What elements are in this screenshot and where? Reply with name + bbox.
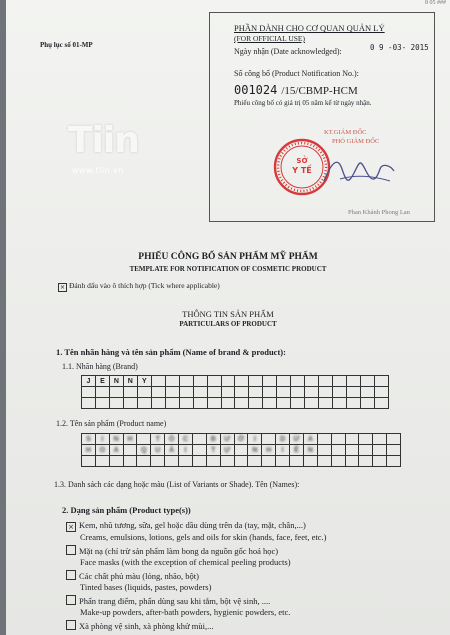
product-type-checkbox[interactable] (66, 545, 76, 555)
notification-number-label: Số công bố (Product Notification No.): (234, 69, 359, 78)
grid-cell[interactable] (137, 456, 151, 467)
grid-cell[interactable] (138, 398, 152, 409)
grid-cell[interactable]: H (82, 445, 96, 456)
grid-cell[interactable] (166, 387, 180, 398)
grid-cell[interactable] (361, 398, 375, 409)
form-title: PHIẾU CÔNG BỐ SẢN PHẨM MỸ PHẨM (138, 252, 318, 262)
corner-page-number: 8 05 ### (425, 0, 446, 6)
tick-note (58, 281, 220, 292)
grid-cell[interactable]: Ả (165, 445, 179, 456)
grid-cell[interactable] (318, 456, 332, 467)
grid-cell[interactable]: Ừ (290, 434, 304, 445)
grid-cell[interactable] (387, 445, 401, 456)
grid-cell[interactable] (138, 387, 152, 398)
grid-cell[interactable] (319, 376, 333, 387)
form-subtitle: TEMPLATE FOR NOTIFICATION OF COSMETIC PRODUCT (129, 265, 327, 273)
question-product-name: 1.2. Tên sản phẩm (Product name) (56, 419, 167, 428)
grid-cell[interactable] (193, 445, 207, 456)
official-box-subtitle: (FOR OFFICIAL USE) (234, 34, 305, 43)
product-type-checkbox[interactable]: × (66, 522, 76, 532)
signature-icon (320, 151, 398, 191)
grid-cell[interactable]: Ở (235, 434, 249, 445)
date-acknowledged-label: Ngày nhận (Date acknowledged): (234, 47, 342, 56)
grid-cell[interactable] (208, 387, 222, 398)
validity-note: Phiếu công bố có giá trị 05 năm kể từ ngày nhận. (234, 99, 372, 107)
grid-cell[interactable] (333, 376, 347, 387)
grid-cell[interactable] (180, 376, 194, 387)
grid-cell[interactable] (180, 387, 194, 398)
grid-cell[interactable] (124, 445, 138, 456)
grid-cell[interactable]: T (151, 434, 165, 445)
grid-cell[interactable]: I (276, 445, 290, 456)
grid-cell[interactable] (235, 398, 249, 409)
grid-cell[interactable] (319, 398, 333, 409)
grid-cell[interactable] (193, 434, 207, 445)
grid-cell[interactable] (361, 376, 375, 387)
grid-cell[interactable] (166, 398, 180, 409)
grid-cell[interactable]: U (151, 445, 165, 456)
grid-cell[interactable] (318, 434, 332, 445)
grid-cell[interactable] (82, 398, 96, 409)
grid-cell[interactable] (305, 398, 319, 409)
grid-cell[interactable] (152, 387, 166, 398)
grid-cell[interactable] (346, 445, 360, 456)
grid-cell[interactable] (249, 376, 263, 387)
grid-cell[interactable] (235, 456, 249, 467)
grid-cell[interactable] (137, 434, 151, 445)
grid-cell[interactable] (263, 387, 277, 398)
watermark-logo: Tiin (68, 120, 139, 161)
grid-cell[interactable] (332, 456, 346, 467)
grid-cell[interactable] (262, 434, 276, 445)
grid-cell[interactable] (373, 445, 387, 456)
grid-cell[interactable] (305, 376, 319, 387)
product-type-option[interactable] (66, 520, 306, 532)
brand-grid[interactable] (81, 375, 389, 409)
grid-cell[interactable] (152, 376, 166, 387)
grid-cell[interactable] (124, 456, 138, 467)
deputy-director-title: PHÓ GIÁM ĐỐC (332, 138, 380, 145)
grid-cell[interactable] (165, 456, 179, 467)
product-type-vn: Kem, nhũ tương, sữa, gel hoặc dầu dùng trên da (tay, mặt, chân,...) (79, 520, 306, 530)
product-type-option[interactable] (66, 595, 270, 606)
official-box-title: PHẦN DÀNH CHO CƠ QUAN QUẢN LÝ (234, 23, 385, 33)
form-page (6, 0, 450, 635)
grid-cell[interactable] (194, 387, 208, 398)
grid-cell[interactable] (277, 387, 291, 398)
grid-cell[interactable] (207, 456, 221, 467)
seal-top-text: SỞ (296, 157, 308, 165)
grid-cell[interactable] (194, 376, 208, 387)
grid-cell[interactable] (96, 387, 110, 398)
grid-cell[interactable] (152, 398, 166, 409)
grid-cell[interactable] (248, 456, 262, 467)
grid-cell[interactable]: Q (137, 445, 151, 456)
grid-cell[interactable] (319, 387, 333, 398)
grid-cell[interactable] (375, 398, 389, 409)
grid-cell[interactable] (263, 376, 277, 387)
product-type-checkbox[interactable] (66, 595, 76, 605)
grid-cell[interactable]: Ó (165, 434, 179, 445)
grid-cell[interactable]: D (276, 434, 290, 445)
appendix-label: Phụ lục số 01-MP (40, 41, 93, 49)
section-title: THÔNG TIN SẢN PHẨM (182, 309, 274, 319)
grid-cell[interactable]: N (110, 376, 124, 387)
approval-stamp (270, 121, 430, 221)
product-type-vn: Các chất phủ màu (lỏng, nhão, bột) (79, 571, 199, 581)
product-type-checkbox[interactable] (66, 570, 76, 580)
notification-number (234, 81, 358, 99)
grid-cell[interactable] (263, 398, 277, 409)
grid-cell[interactable]: E (96, 376, 110, 387)
grid-cell[interactable] (347, 398, 361, 409)
grid-cell[interactable]: H (262, 445, 276, 456)
grid-cell[interactable] (96, 456, 110, 467)
grid-cell[interactable] (361, 387, 375, 398)
director-title: KT.GIÁM ĐỐC (324, 129, 367, 136)
grid-cell[interactable] (249, 398, 263, 409)
grid-cell[interactable] (194, 398, 208, 409)
grid-cell[interactable] (387, 434, 401, 445)
product-type-en: Tinted bases (liquids, pastes, powders) (80, 582, 212, 592)
grid-cell[interactable] (110, 398, 124, 409)
grid-cell[interactable] (304, 456, 318, 467)
watermark-url: www.tiin.vn (72, 166, 124, 175)
grid-cell[interactable] (373, 456, 387, 467)
grid-cell[interactable] (375, 376, 389, 387)
grid-cell[interactable] (179, 456, 193, 467)
grid-cell[interactable]: N (304, 445, 318, 456)
grid-cell[interactable] (235, 376, 249, 387)
grid-cell[interactable] (347, 387, 361, 398)
grid-cell[interactable] (82, 456, 96, 467)
notification-number-digits: 001024 (234, 83, 278, 97)
grid-cell[interactable] (124, 398, 138, 409)
signer-name: Phan Khánh Phong Lan (348, 209, 410, 216)
product-name-grid[interactable] (81, 433, 401, 467)
tiin-watermark (68, 120, 188, 184)
question-brand: 1.1. Nhãn hàng (Brand) (62, 362, 138, 371)
grid-cell[interactable] (291, 387, 305, 398)
grid-cell[interactable]: Ê (290, 445, 304, 456)
grid-cell[interactable] (151, 456, 165, 467)
grid-cell[interactable]: I (179, 445, 193, 456)
grid-cell[interactable]: J (82, 376, 96, 387)
product-type-vn: Xà phòng vệ sinh, xà phòng khử mùi,... (79, 621, 214, 631)
notification-number-suffix: /15/CBMP-HCM (281, 85, 358, 97)
grid-cell[interactable] (359, 456, 373, 467)
question-brand-product: 1. Tên nhãn hàng và tên sản phẩm (Name of brand & product): (56, 347, 286, 357)
tick-note-text: Đánh dấu vào ô thích hợp (Tick where applicable) (69, 281, 220, 290)
grid-cell[interactable]: N (124, 376, 138, 387)
grid-cell[interactable]: I (96, 434, 110, 445)
grid-cell[interactable] (276, 456, 290, 467)
product-type-vn: Mặt nạ (chỉ trừ sản phẩm làm bong da nguồn gốc hoá học) (79, 546, 279, 556)
grid-cell[interactable] (208, 376, 222, 387)
product-type-checkbox[interactable] (66, 620, 76, 630)
grid-cell[interactable]: Y (138, 376, 152, 387)
grid-cell[interactable] (387, 456, 401, 467)
grid-cell[interactable] (221, 456, 235, 467)
grid-cell[interactable]: O (96, 445, 110, 456)
product-type-vn: Phấn trang điểm, phấn dùng sau khi tắm, bột vệ sinh, .... (79, 596, 271, 606)
date-acknowledged-stamp: 0 9 -03- 2015 (370, 43, 429, 52)
grid-cell[interactable] (318, 445, 332, 456)
grid-cell[interactable]: S (82, 434, 96, 445)
grid-cell[interactable] (277, 398, 291, 409)
grid-cell[interactable] (180, 398, 194, 409)
grid-cell[interactable]: N (248, 445, 262, 456)
grid-cell[interactable] (290, 456, 304, 467)
grid-cell[interactable] (305, 387, 319, 398)
grid-cell[interactable] (249, 387, 263, 398)
grid-cell[interactable] (222, 398, 236, 409)
grid-cell[interactable] (262, 456, 276, 467)
grid-cell[interactable] (110, 387, 124, 398)
grid-cell[interactable] (291, 376, 305, 387)
grid-cell[interactable] (96, 398, 110, 409)
grid-cell[interactable]: I (248, 434, 262, 445)
grid-cell[interactable]: H (124, 434, 138, 445)
question-product-type: 2. Dạng sản phẩm (Product type(s)) (62, 505, 191, 515)
grid-cell[interactable] (110, 456, 124, 467)
grid-cell[interactable] (333, 398, 347, 409)
grid-cell[interactable] (373, 434, 387, 445)
product-type-en: Make-up powders, after-bath powders, hygienic powders, etc. (80, 607, 291, 617)
grid-cell[interactable]: A (110, 445, 124, 456)
product-type-en: Creams, emulsions, lotions, gels and oils for skin (hands, face, feet, etc.) (80, 532, 327, 542)
grid-cell[interactable] (166, 376, 180, 387)
section-subtitle: PARTICULARS OF PRODUCT (179, 320, 277, 328)
grid-cell[interactable] (346, 434, 360, 445)
grid-cell[interactable] (193, 456, 207, 467)
grid-cell[interactable]: Ự (221, 445, 235, 456)
product-type-en: Face masks (with the exception of chemical peeling products) (80, 557, 291, 567)
grid-cell[interactable]: A (304, 434, 318, 445)
grid-cell[interactable] (124, 387, 138, 398)
grid-cell[interactable] (277, 376, 291, 387)
grid-cell[interactable]: C (179, 434, 193, 445)
official-use-box (209, 12, 435, 222)
grid-cell[interactable] (332, 445, 346, 456)
grid-cell[interactable]: N (110, 434, 124, 445)
grid-cell[interactable] (347, 376, 361, 387)
grid-cell[interactable]: T (207, 445, 221, 456)
question-variants: 1.3. Danh sách các dạng hoặc màu (List of Variants or Shade). Tên (Names): (54, 480, 300, 489)
grid-cell[interactable] (208, 398, 222, 409)
seal-mid-text: Y TẾ (292, 166, 312, 175)
grid-cell[interactable] (359, 445, 373, 456)
grid-cell[interactable] (375, 387, 389, 398)
grid-cell[interactable]: B (207, 434, 221, 445)
product-type-option[interactable] (66, 545, 278, 556)
grid-cell[interactable] (359, 434, 373, 445)
grid-cell[interactable] (222, 387, 236, 398)
grid-cell[interactable] (235, 387, 249, 398)
grid-cell[interactable] (333, 387, 347, 398)
grid-cell[interactable] (82, 387, 96, 398)
grid-cell[interactable] (291, 398, 305, 409)
tick-checkbox-icon: × (59, 284, 66, 291)
grid-cell[interactable] (222, 376, 236, 387)
grid-cell[interactable]: Ư (221, 434, 235, 445)
grid-cell[interactable] (332, 434, 346, 445)
grid-cell[interactable] (235, 445, 249, 456)
product-type-option[interactable] (66, 620, 213, 631)
product-type-option[interactable] (66, 570, 199, 581)
grid-cell[interactable] (346, 456, 360, 467)
